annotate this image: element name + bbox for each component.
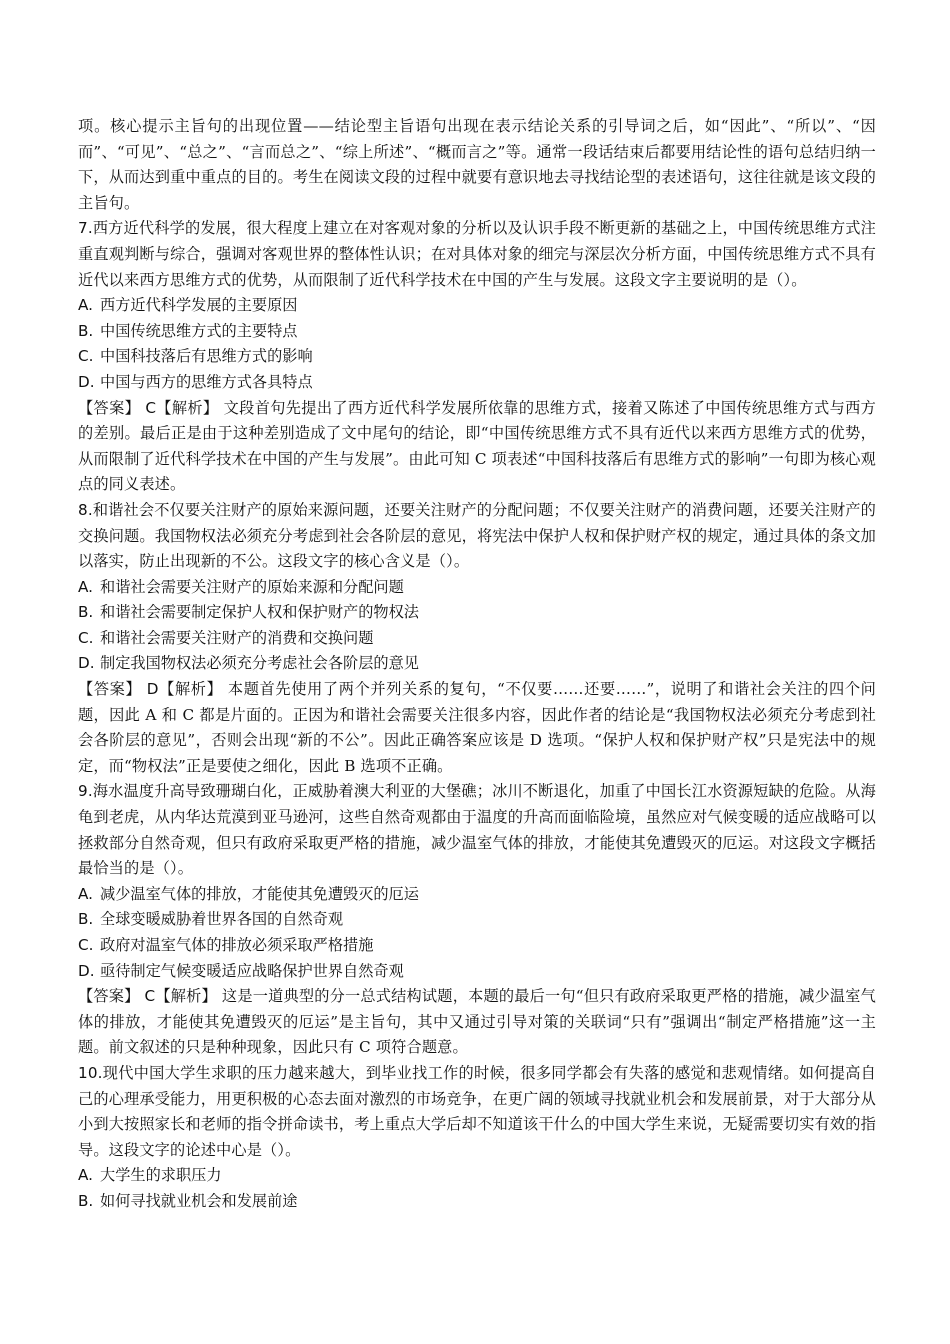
option-d: D. 中国与西方的思维方式各具特点 <box>78 372 313 391</box>
question-stem <box>78 216 876 293</box>
answer-analysis <box>78 677 876 779</box>
intro-paragraph: 项。核心提示主旨句的出现位置——结论型主旨语句出现在表示结论关系的引导词之后，如“因此”、“所以”、“因而”、“可见”、“总之”、“言而总之”、“综上所述”、“概而言之”等。通常一段话结束后都要用结论性的语句总结归纳一下，从而达到重中重点的目的。考生在阅读文段的过程中就要有意识地去寻找结论型的表述语句，这往往就是该文段的主旨句。 <box>78 117 876 212</box>
question-number: 7. <box>78 219 93 238</box>
answer-analysis <box>78 984 876 1061</box>
analysis-text: 这是一道典型的分一总式结构试题，本题的最后一句“但只有政府采取更严格的措施，减少温室气体的排放，才能使其免遭毁灭的厄运”是主旨句，其中又通过引导对策的关联词“只有”强调出“制定严格措施”这一主题。前文叙述的只是种种现象，因此只有 C 项符合题意。 <box>78 987 876 1057</box>
question-stem <box>78 1061 876 1163</box>
option-a: A. 大学生的求职压力 <box>78 1166 222 1185</box>
question-number: 9. <box>78 782 93 801</box>
option-b: B. 全球变暖威胁着世界各国的自然奇观 <box>78 910 343 929</box>
question-8 <box>78 498 876 780</box>
option-c: C. 政府对温室气体的排放必须采取严格措施 <box>78 936 374 954</box>
analysis-text: 文段首句先提出了西方近代科学发展所依靠的思维方式，接着又陈述了中国传统思维方式与西方的差别。最后正是由于这种差别造成了文中尾句的结论，即“中国传统思维方式不具有近代以来西方思维方式的优势，从而限制了近代科学技术在中国的产生与发展”。由此可知 C 项表述“中国科技落后有思维方式的影响”一句即为核心观点的同义表述。 <box>78 398 876 494</box>
analysis-text: 本题首先使用了两个并列关系的复句，“不仅要……还要……”，说明了和谐社会关注的四个问题，因此 A 和 C 都是片面的。正因为和谐社会需要关注很多内容，因此作者的结论是“我国物权法必须充分考虑到社会各阶层的意见”，否则会出现“新的不公”。因此正确答案应该是 D 选项。“保护人权和保护财产权”只是宪法中的规定，而“物权法”正是要使之细化，因此 B 选项不正确。 <box>78 680 876 775</box>
question-stem <box>78 498 876 575</box>
question-text: 海水温度升高导致珊瑚白化，正威胁着澳大利亚的大堡礁；冰川不断退化，加重了中国长江水资源短缺的危险。从海龟到老虎，从内华达荒漠到亚马逊河，这些自然奇观都由于温度的升高而面临险境，虽然应对气候变暖的适应战略可以拯救部分自然奇观，但只有政府采取更严格的措施，减少温室气体的排放，才能使其免遭毁灭的厄运。对这段文字概括最恰当的是（）。 <box>78 782 876 878</box>
question-text: 西方近代科学的发展，很大程度上建立在对客观对象的分析以及认识手段不断更新的基础之上，中国传统思维方式注重直观判断与综合，强调对客观世界的整体性认识；在对具体对象的细完与深层次分析方面，中国传统思维方式不具有近代以来西方思维方式的优势，从而限制了近代科学技术在中国的产生与发展。这段文字主要说明的是（）。 <box>78 219 876 289</box>
question-number: 10. <box>78 1063 103 1082</box>
option-a: A. 西方近代科学发展的主要原因 <box>78 296 298 315</box>
option-b: B. 如何寻找就业机会和发展前途 <box>78 1191 298 1210</box>
option-c: C. 和谐社会需要关注财产的消费和交换问题 <box>78 628 374 647</box>
answer-label: 【答案】 C【解析】 <box>78 398 219 417</box>
answer-label: 【答案】 D【解析】 <box>78 680 223 699</box>
option-a: A. 减少温室气体的排放，才能使其免遭毁灭的厄运 <box>78 884 419 903</box>
option-d: D. 亟待制定气候变暖适应战略保护世界自然奇观 <box>78 961 404 980</box>
question-9 <box>78 779 876 1061</box>
option-d: D. 制定我国物权法必须充分考虑社会各阶层的意见 <box>78 654 419 673</box>
option-b: B. 中国传统思维方式的主要特点 <box>78 321 298 340</box>
answer-label: 【答案】 C【解析】 <box>78 987 217 1006</box>
option-c: C. 中国科技落后有思维方式的影响 <box>78 347 313 366</box>
question-7 <box>78 216 876 498</box>
question-number: 8. <box>78 500 93 519</box>
question-10 <box>78 1061 876 1215</box>
answer-analysis <box>78 396 876 498</box>
option-a: A. 和谐社会需要关注财产的原始来源和分配问题 <box>78 577 404 596</box>
question-text: 现代中国大学生求职的压力越来越大，到毕业找工作的时候，很多同学都会有失落的感觉和悲观情绪。如何提高自己的心理承受能力，用更积极的心态去面对激烈的市场竞争，在更广阔的领域寻找就业机会和发展前景，对于大部分从小到大按照家长和老师的指令拼命读书，考上重点大学后却不知道该干什么的中国大学生来说，无疑需要切实有效的指导。这段文字的论述中心是（）。 <box>78 1063 876 1159</box>
option-b: B. 和谐社会需要制定保护人权和保护财产的物权法 <box>78 603 419 622</box>
question-stem <box>78 779 876 881</box>
question-text: 和谐社会不仅要关注财产的原始来源问题，还要关注财产的分配问题；不仅要关注财产的消费问题，还要关注财产的交换问题。我国物权法必须充分考虑到社会各阶层的意见，将宪法中保护人权和保护财产权的规定，通过具体的条文加以落实，防止出现新的不公。这段文字的核心含义是（）。 <box>78 500 876 571</box>
